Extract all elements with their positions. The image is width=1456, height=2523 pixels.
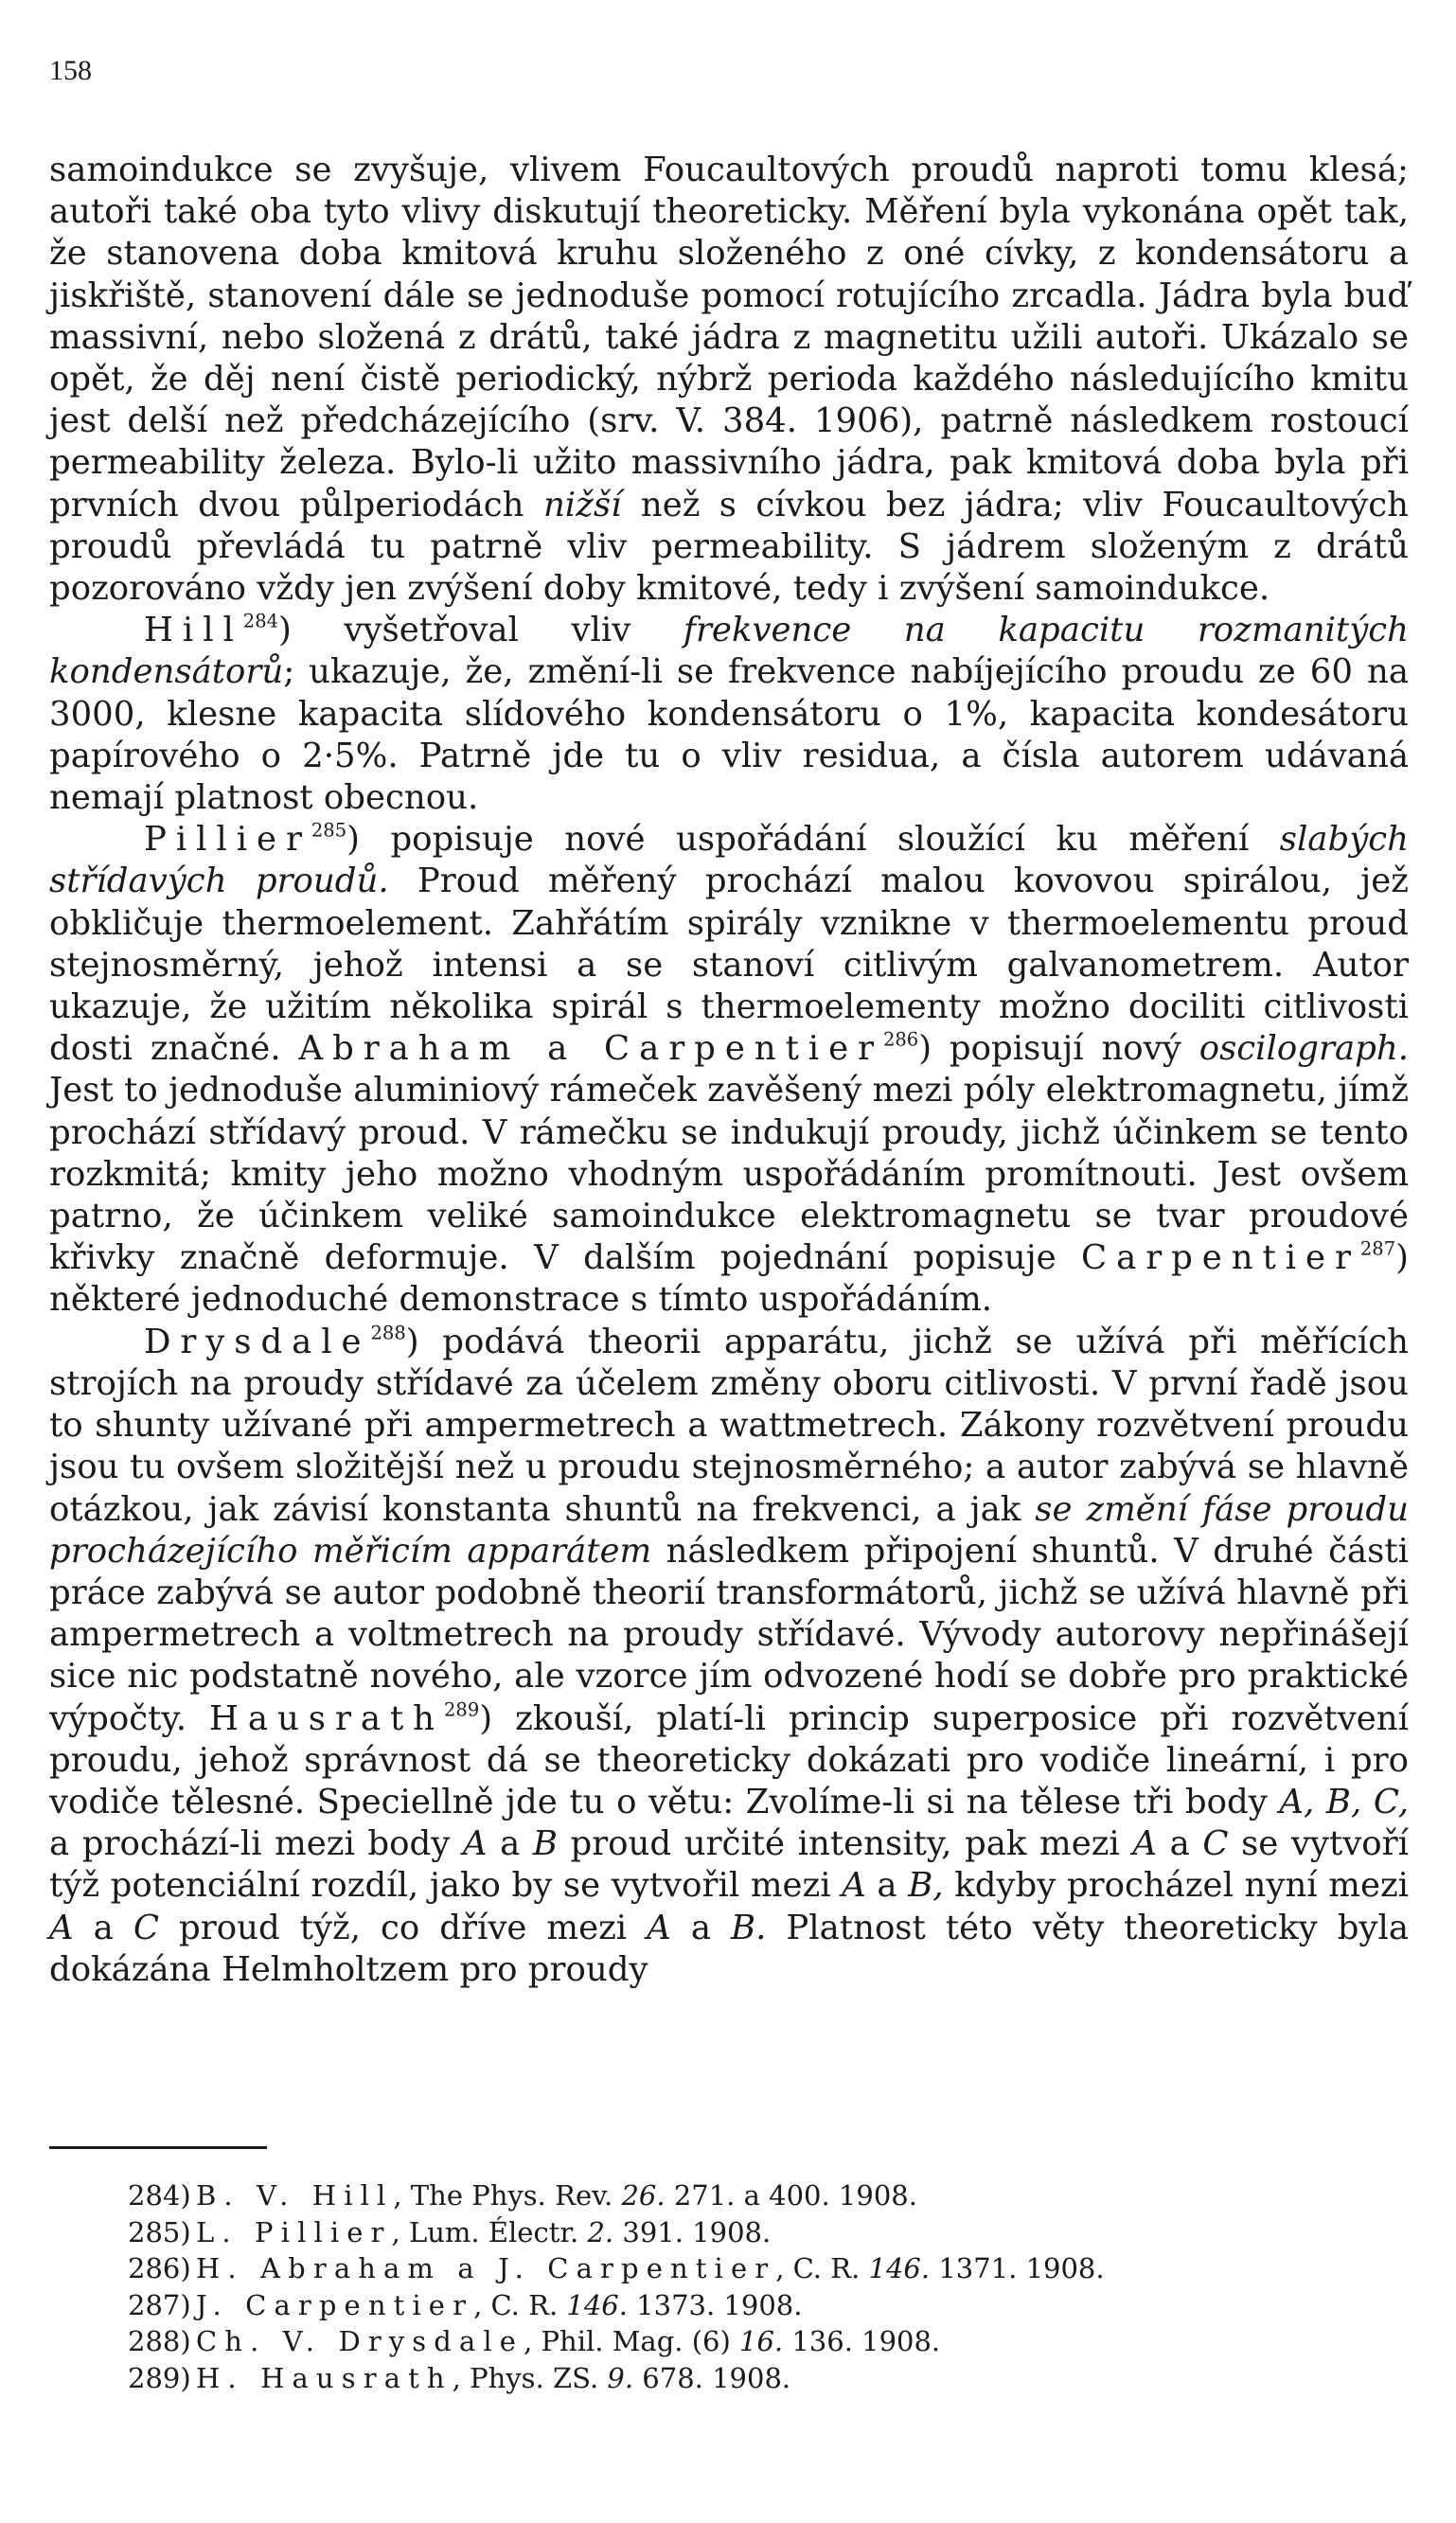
text-run: a — [73, 1908, 133, 1947]
math-var: C — [1202, 1824, 1229, 1864]
footnote-source: , C. R. — [775, 2252, 869, 2285]
footnote-ref: 286 — [882, 1028, 919, 1051]
emphasis: se změní fáse proudu procházejícího měřicím apparátem — [49, 1489, 1409, 1571]
footnote-ref: 284 — [242, 610, 279, 632]
footnote-pages: 1373. 1908. — [627, 2288, 803, 2321]
footnote — [128, 2360, 1311, 2397]
footnote-volume: 146. — [566, 2288, 628, 2321]
author-name: Abraham a Carpentier — [298, 1029, 883, 1069]
text-run: a — [1156, 1824, 1203, 1864]
author-name: Pillier — [144, 820, 311, 860]
text-run: ) podává theorii apparátu, jichž se užívá při měřících strojích na proudy střídavé za účelem změny oboru citlivosti. V první řadě jsou to shunty užívané při ampermetrech a wattmetrech. Zákony rozvětvení proudu jsou tu ovšem složitější než u proudu stejnosměrného; a autor zabývá se hlavně otázkou, jak závisí konstanta shuntů na frekvenci, a jak — [49, 1322, 1409, 1529]
math-var: A — [647, 1908, 671, 1947]
author-name: Drysdale — [144, 1322, 371, 1361]
math-var: A — [49, 1908, 74, 1947]
math-var: A — [842, 1866, 866, 1906]
paragraph-1 — [49, 150, 1409, 610]
text-run: proud týž, co dříve mezi — [159, 1908, 648, 1947]
footnote-author: H. Abraham a J. Carpentier — [196, 2252, 776, 2285]
author-name: Hausrath — [209, 1698, 444, 1738]
text-run: ) zkouší, platí-li princip superposice při rozvětvení proudu, jehož správnost dá se theoreticky dokázati pro vodiče lineární, i pro vodiče tělesné. Speciellně jde tu o větu: Zvolíme-li si na tělese tři body — [49, 1698, 1409, 1821]
body-text — [49, 150, 1409, 1991]
footnote — [128, 2214, 1311, 2251]
footnote-source: , Phil. Mag. (6) — [524, 2325, 739, 2358]
footnote — [128, 2177, 1311, 2214]
text-run: se vytvoří týž potenciální rozdíl, jako by se vytvořil mezi — [49, 1824, 1410, 1906]
footnote — [128, 2250, 1311, 2287]
footnote-ref: 288 — [370, 1322, 406, 1344]
footnote-volume: 9. — [607, 2361, 634, 2394]
footnote-author: L. Pillier — [196, 2215, 392, 2248]
footnote-volume: 26. — [621, 2179, 666, 2212]
paragraph-2 — [49, 610, 1409, 819]
footnote-pages: 136. 1908. — [783, 2325, 941, 2358]
paragraph-3 — [49, 819, 1409, 1321]
emphasis: oscilograph. — [1199, 1029, 1409, 1069]
footnote-ref: 287 — [1359, 1237, 1396, 1260]
footnote-mark: 284) — [128, 2179, 191, 2212]
footnote-author: J. Carpentier — [196, 2288, 474, 2321]
text-run: a — [670, 1908, 732, 1947]
footnote-ref: 289 — [444, 1697, 480, 1720]
footnote-source: , The Phys. Rev. — [393, 2179, 622, 2212]
paragraph-4 — [49, 1322, 1409, 1991]
text-run: ) vyšetřoval vliv — [278, 611, 684, 650]
author-name: Carpentier — [1080, 1238, 1360, 1278]
math-var: A — [1132, 1824, 1157, 1864]
math-var: A — [462, 1824, 488, 1864]
footnote-volume: 16. — [739, 2325, 784, 2358]
footnote-mark: 289) — [128, 2361, 191, 2394]
math-var: C — [133, 1908, 160, 1947]
footnote-volume: 146. — [868, 2252, 931, 2285]
footnote-author: B. V. Hill — [196, 2179, 394, 2212]
text-run: Proud měřený prochází malou kovovou spirálou, jež obkličuje thermoelement. Zahřátím spirály vznikne v thermoelementu proud stejnosměrný, jehož intensi a se stanoví citlivým galvanometrem. Autor ukazuje, že užitím několika spirál s thermoelementy možno dociliti citlivosti dosti značné. — [49, 862, 1409, 1069]
emphasis: frekvence na kapacitu rozmanitých kondensátorů — [49, 611, 1409, 692]
footnote-mark: 285) — [128, 2215, 191, 2248]
text-run: Jest to jednoduše aluminiový rámeček zavěšený mezi póly elektromagnetu, jímž prochází střídavý proud. V rámečku se indukují proudy, jichž účinkem se tento rozkmitá; kmity jeho možno vhodným uspořádáním promítnouti. Jest ovšem patrno, že účinkem veliké samoindukce elektromagnetu se tvar proudové křivky značně deformuje. V dalším pojednání popisuje — [49, 1071, 1409, 1278]
footnote — [128, 2323, 1311, 2360]
page-number: 158 — [49, 55, 92, 86]
text-run: proud určité intensity, pak mezi — [557, 1824, 1133, 1864]
text-run: samoindukce se zvyšuje, vlivem Foucaultových proudů naproti tomu klesá; autoři také oba tyto vlivy diskutují theoreticky. Měření byla vykonána opět tak, že stanovena doba kmitová kruhu složeného z oné cívky, z kondensátoru a jiskřiště, stanovení dále se jednoduše pomocí rotujícího zrcadla. Jádra byla buď massivní, nebo složená z drátů, také jádra z magnetitu užili autoři. Ukázalo se opět, že děj není čistě periodický, nýbrž perioda každého následujícího kmitu jest delší než předcházejícího (srv. V. 384. 1906), patrně následkem rostoucí permeability železa. Bylo-li užito massivního jádra, pak kmitová doba byla při prvních dvou půlperiodách — [49, 151, 1409, 524]
author-name: Hill — [144, 611, 243, 650]
math-var: B. — [731, 1908, 767, 1947]
footnote-mark: 288) — [128, 2325, 191, 2358]
text-run: ) některé jednoduché demonstrace s tímto uspořádáním. — [49, 1238, 1409, 1320]
footnote-source: , C. R. — [473, 2288, 567, 2321]
text-run: a — [487, 1824, 533, 1864]
math-var: A, B, C, — [1279, 1782, 1409, 1821]
text-run: ; ukazuje, že, změní-li se frekvence nabíjejícího proudu ze 60 na 3000, klesne kapacita slídového kondensátoru o 1%, kapacita kondesátoru papírového o 2·5%. Patrně jde tu o vliv residua, a čísla autorem udávaná nemají platnost obecnou. — [49, 652, 1409, 818]
text-run: a — [865, 1866, 909, 1906]
footnote-pages: 391. 1908. — [613, 2215, 772, 2248]
footnote-volume: 2. — [587, 2215, 614, 2248]
footnote-pages: 678. 1908. — [633, 2361, 791, 2394]
text-run: než s cívkou bez jádra; vliv Foucaultových proudů převládá tu patrně vliv permeability. S jádrem složeným z drátů pozorováno vždy jen zvýšení doby kmitové, tedy i zvýšení samoindukce. — [49, 485, 1409, 609]
footnote-mark: 287) — [128, 2288, 191, 2321]
emphasis: slabých střídavých proudů. — [49, 820, 1409, 901]
math-var: B — [532, 1824, 558, 1864]
footnote-pages: 271. a 400. 1908. — [665, 2179, 917, 2212]
text-run: ) popisují nový — [918, 1029, 1199, 1069]
text-run: kdyby procházel nyní mezi — [943, 1866, 1410, 1906]
math-var: B, — [908, 1866, 944, 1906]
footnote — [128, 2287, 1311, 2324]
footnote-pages: 1371. 1908. — [930, 2252, 1105, 2285]
text-run: a prochází-li mezi body — [49, 1824, 463, 1864]
footnote-source: , Phys. ZS. — [452, 2361, 608, 2394]
text-run: ) popisuje nové uspořádání sloužící ku měření — [346, 820, 1280, 860]
text-run: Platnost této věty theoreticky byla dokázána Helmholtzem pro proudy — [49, 1908, 1410, 1989]
footnote-source: , Lum. Électr. — [391, 2215, 588, 2248]
footnotes — [128, 2177, 1311, 2397]
footnote-ref: 285 — [311, 819, 347, 842]
text-run: následkem připojení shuntů. V druhé části práce zabývá se autor podobně theorií transformátorů, jichž se užívá hlavně při ampermetrech a voltmetrech na proudy střídavé. Vývody autorovy nepřinášejí sice nic podstatně nového, ale vzorce jím odvozené hodí se dobře pro praktické výpočty. — [49, 1531, 1409, 1738]
footnote-divider — [49, 2146, 267, 2149]
emphasis: nižší — [542, 485, 622, 524]
footnote-mark: 286) — [128, 2252, 191, 2285]
footnote-author: Ch. V. Drysdale — [196, 2325, 524, 2358]
footnote-author: H. Hausrath — [196, 2361, 453, 2394]
